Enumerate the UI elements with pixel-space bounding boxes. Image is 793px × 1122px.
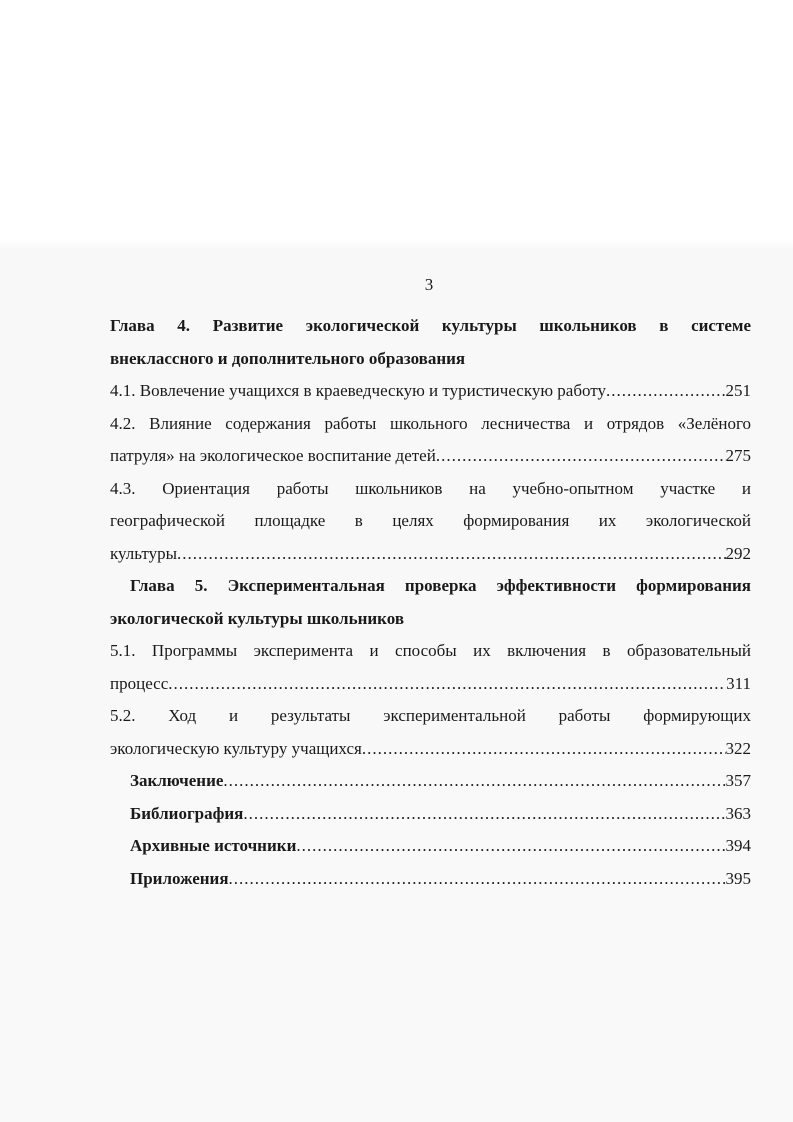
toc-entry-4-3[interactable] [110,538,751,571]
toc-entry-text: экологическую культуру учащихся [110,738,362,758]
chapter-4-title-line-2: внеклассного и дополнительного образования [110,348,466,368]
toc-entry-5-1-line-1: 5.1. Программы эксперимента и способы их включения в образовательный [110,641,751,660]
toc-entry-appendices[interactable] [110,863,751,896]
toc-entry-text: Заключение [130,771,224,790]
dot-leader [606,375,726,408]
dot-leader [436,440,726,473]
toc-page-number: 292 [725,543,751,563]
toc-page-number: 363 [725,803,751,823]
toc-entry-text: процесс [110,673,169,693]
toc-page-number: 322 [725,738,751,758]
toc-entry-conclusion[interactable] [110,765,751,798]
toc-entry-text: 4.1. Вовлечение учащихся в краеведческую и туристическую работу [110,381,606,400]
dot-leader [296,830,725,863]
toc-entry-5-2-line-1: 5.2. Ход и результаты экспериментальной работы формирующих [110,706,751,725]
toc-entry-text: Библиография [130,803,244,823]
dot-leader [362,733,726,766]
dot-leader [223,765,725,798]
toc-page-number: 311 [726,673,751,693]
toc-entry-bibliography[interactable] [110,798,751,831]
chapter-5-title-line-2: экологической культуры школьников [110,608,405,628]
dot-leader [243,798,725,831]
toc-entry-text: Архивные источники [130,836,297,855]
toc-entry-4-2-line-1: 4.2. Влияние содержания работы школьного лесничества и отрядов «Зелёного [110,413,751,433]
table-of-contents [110,310,751,895]
chapter-5-title-line-1: Глава 5. Экспериментальная проверка эффективности формирования [130,576,751,595]
dot-leader [168,668,726,701]
toc-entry-5-1[interactable] [110,668,751,701]
toc-entry-text: Приложения [130,868,229,888]
page-number: 3 [424,275,434,294]
toc-entry-4-3-line-2: географической площадке в целях формирования их экологической [110,511,751,530]
chapter-4-title-line-1: Глава 4. Развитие экологической культуры школьников в системе [110,316,751,335]
toc-entry-4-2[interactable] [110,440,751,473]
toc-page-number: 357 [725,771,751,790]
toc-entry-4-1[interactable] [110,375,751,408]
toc-entry-5-2[interactable] [110,733,751,766]
toc-entry-4-3-line-1: 4.3. Ориентация работы школьников на учебно-опытном участке и [110,478,751,498]
toc-entry-text: культуры [110,543,177,563]
toc-page-number: 251 [725,381,751,400]
dot-leader [229,863,726,896]
toc-entry-archives[interactable] [110,830,751,863]
toc-page-number: 275 [725,446,751,465]
toc-page-number: 395 [725,868,751,888]
dot-leader [177,538,726,571]
toc-entry-text: патруля» на экологическое воспитание детей [110,446,436,465]
toc-page-number: 394 [725,836,751,855]
